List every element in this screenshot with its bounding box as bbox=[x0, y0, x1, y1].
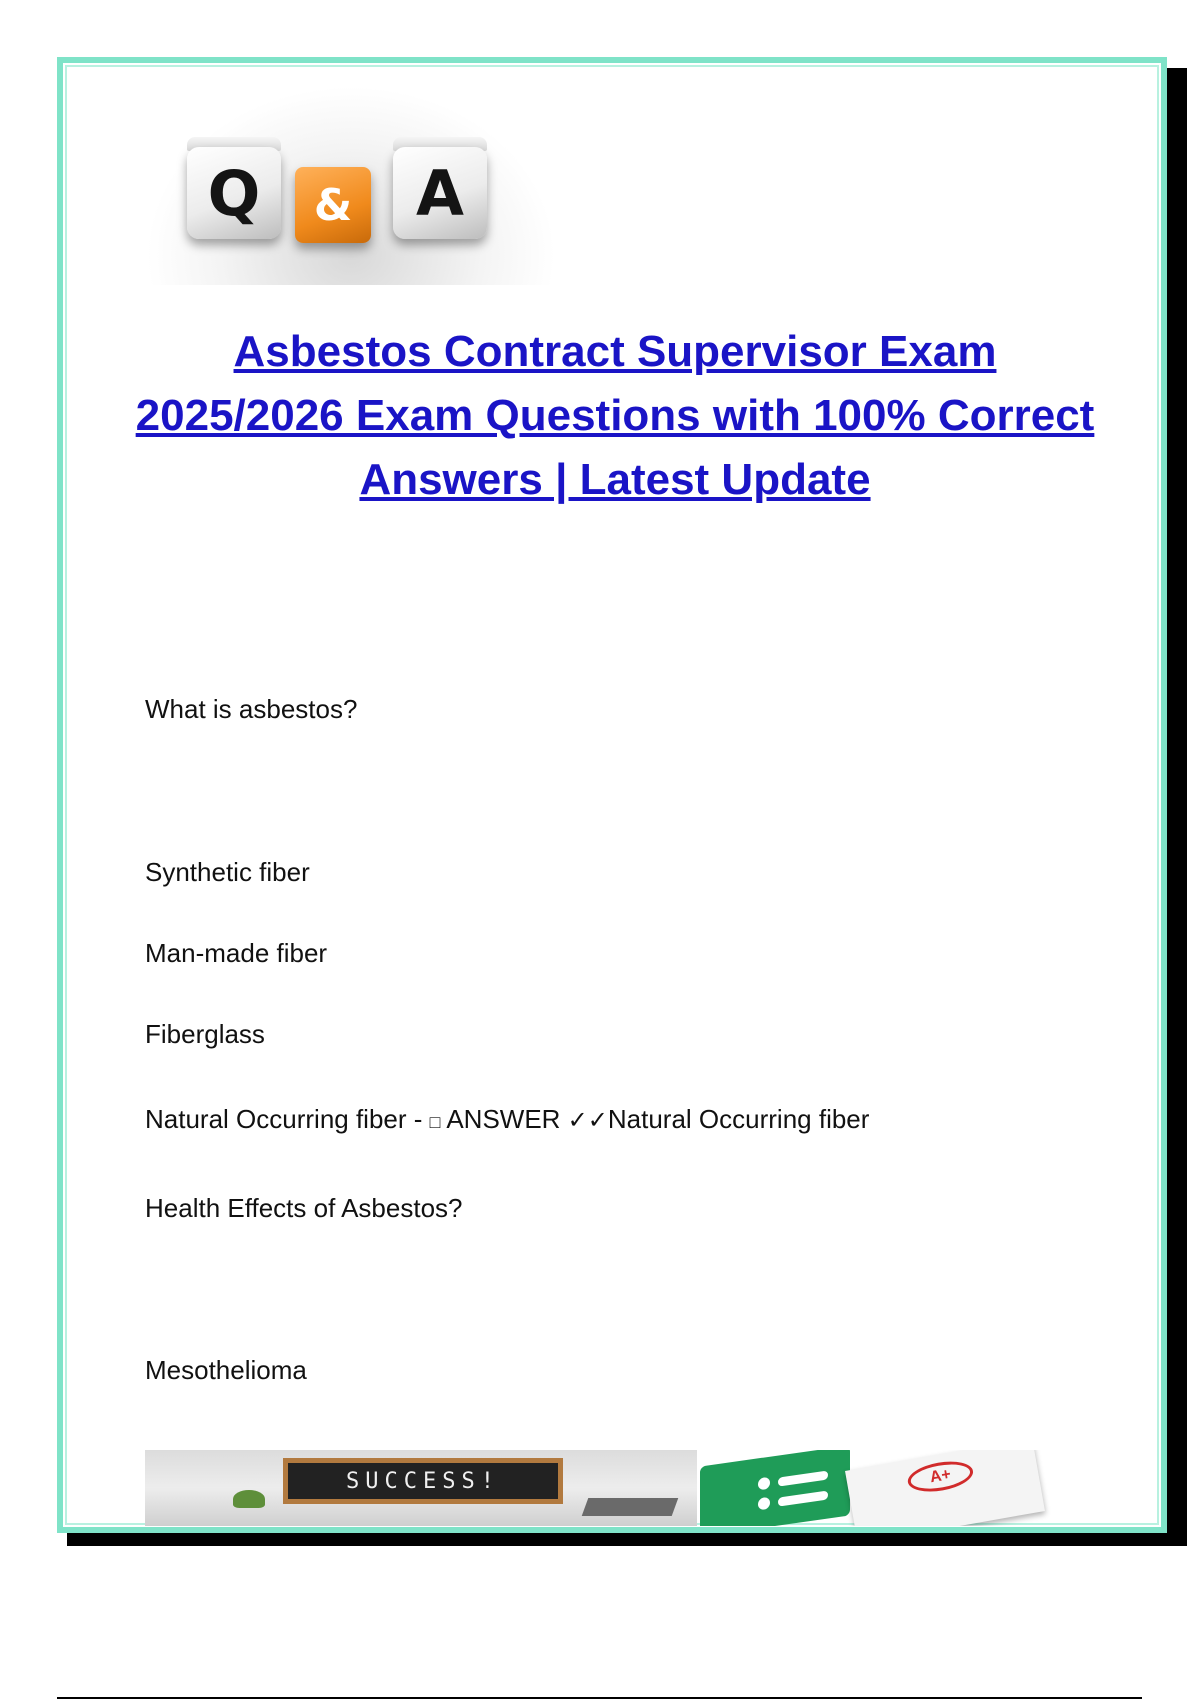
option-synthetic-fiber: Synthetic fiber bbox=[145, 857, 310, 887]
graded-paper-illustration bbox=[700, 1450, 1080, 1526]
grade-text: A+ bbox=[928, 1465, 953, 1487]
die-ampersand bbox=[295, 167, 371, 243]
document-title[interactable]: Asbestos Contract Supervisor Exam 2025/2026 Exam Questions with 100% Correct Answers | Latest Update bbox=[135, 327, 1095, 504]
option-fiberglass: Fiberglass bbox=[145, 1019, 265, 1049]
success-text: SUCCESS! bbox=[346, 1468, 500, 1494]
footer-rule bbox=[57, 1697, 1142, 1699]
green-document-icon bbox=[700, 1450, 850, 1526]
chalkboard-sign bbox=[283, 1458, 563, 1504]
plant-icon bbox=[233, 1490, 265, 1508]
laptop-icon bbox=[582, 1498, 679, 1516]
list-bar bbox=[778, 1471, 828, 1487]
graded-paper bbox=[845, 1450, 1045, 1526]
answer-label: ANSWER bbox=[440, 1104, 568, 1134]
answer-text: Natural Occurring fiber bbox=[607, 1104, 870, 1134]
question-1: What is asbestos? bbox=[145, 694, 358, 724]
q-and-a-dice-logo bbox=[145, 85, 557, 285]
die-q-letter: Q bbox=[207, 156, 261, 230]
answer-mesothelioma: Mesothelioma bbox=[145, 1355, 307, 1385]
die-a bbox=[393, 147, 487, 239]
question-2: Health Effects of Asbestos? bbox=[145, 1193, 463, 1223]
grade-stamp bbox=[905, 1457, 975, 1496]
missing-glyph-icon: □ bbox=[429, 1112, 441, 1132]
die-q bbox=[187, 147, 281, 239]
check-icon: ✓✓ bbox=[567, 1106, 608, 1134]
die-a-letter: A bbox=[416, 156, 464, 230]
die-amp-letter: & bbox=[313, 179, 353, 231]
success-chalkboard-photo bbox=[145, 1450, 697, 1526]
option-4-text: Natural Occurring fiber - bbox=[145, 1104, 430, 1134]
list-bar bbox=[778, 1491, 828, 1507]
list-dot bbox=[758, 1497, 770, 1511]
list-dot bbox=[758, 1477, 770, 1491]
option-natural-occurring-fiber bbox=[145, 1104, 869, 1135]
option-man-made-fiber: Man-made fiber bbox=[145, 938, 328, 968]
